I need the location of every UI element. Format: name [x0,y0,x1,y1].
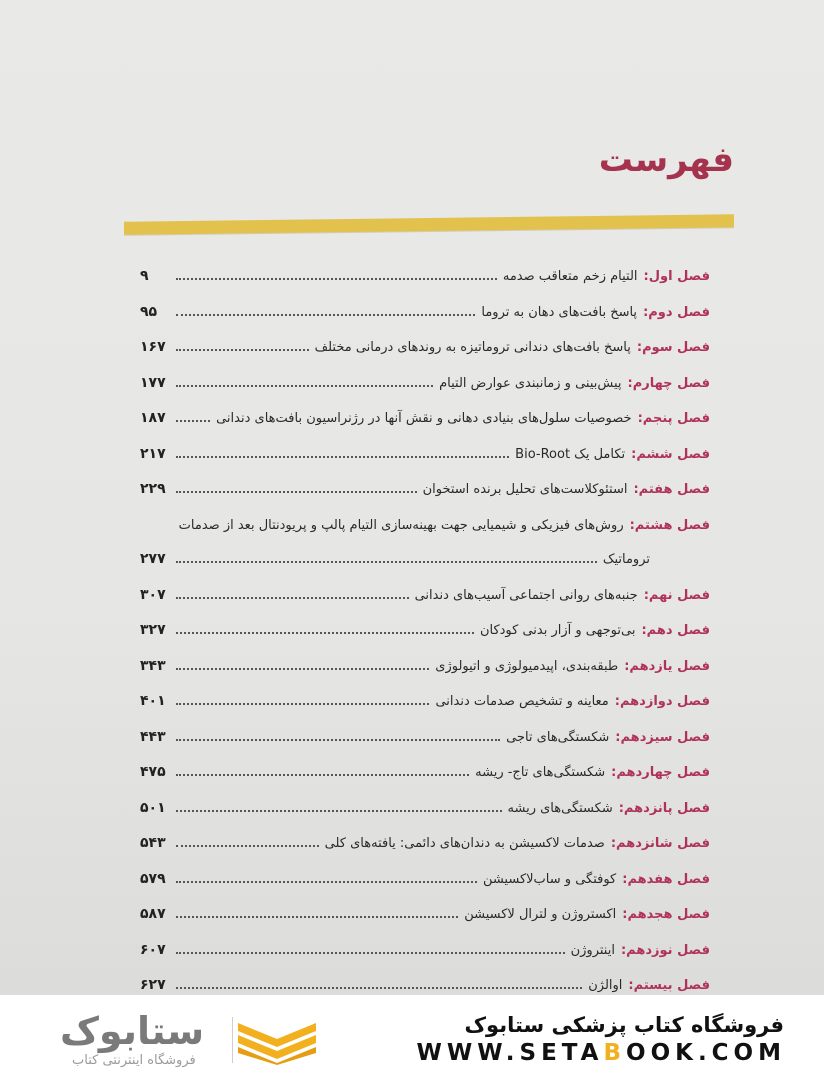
dot-leader [176,668,429,670]
chapter-label: فصل بیستم: [628,978,710,993]
toc-line [140,294,710,320]
toc-entry [140,790,710,826]
dot-leader [176,952,565,954]
chapter-title: استئوکلاست‌های تحلیل برنده استخوان [422,482,628,497]
toc-line [140,719,710,745]
toc-entry [140,258,710,294]
chapter-label: فصل سیزدهم: [615,729,710,745]
dot-leader [176,420,210,422]
store-logo-subtitle: فروشگاه اینترنتی کتاب [72,1053,196,1068]
chapter-label: فصل پانزدهم: [618,800,710,816]
dot-leader [176,916,458,918]
toc-line [140,648,710,674]
toc-entry [140,861,710,897]
page-number: ۱۶۷ [140,339,166,355]
page-number: ۹ [140,268,149,284]
chapter-label: فصل پنجم: [637,411,710,426]
chapter-title: پاسخ بافت‌های دندانی تروماتیزه به روندهای درمانی مختلف [314,340,631,355]
store-title: فروشگاه کتاب پزشکی ستابوک [464,1013,784,1037]
chapter-title: پیش‌بینی و زمانبندی عوارض التیام [439,375,622,391]
chapter-label: فصل هجدهم: [622,907,710,922]
chapter-title: روش‌های فیزیکی و شیمیایی جهت بهینه‌سازی التیام پالپ و پریودنتال بعد از صدمات [178,517,624,533]
toc-entry [140,471,710,507]
page-number: ۳۴۳ [140,657,166,674]
page-title: فهرست [598,140,734,180]
chapter-label: فصل نوزدهم: [620,942,710,958]
chapter-label: فصل شانزدهم: [610,836,710,851]
chapter-title: اینتروژن [570,942,615,958]
chapter-label: فصل اول: [643,269,710,284]
toc-entry [140,294,710,330]
dot-leader [176,349,309,351]
chapter-title: شکستگی‌های تاج- ریشه [475,765,606,780]
url-part-1: WWW.SETA [416,1040,604,1066]
chapter-label: فصل هفتم: [633,482,710,497]
store-logo-wordmark: ستابوک [60,1009,205,1053]
chapter-label: فصل دوازدهم: [614,694,710,709]
chapter-title: شکستگی‌های ریشه [507,800,613,816]
dot-leader [176,456,509,458]
chapter-title: صدمات لاکسیشن به دندان‌های دائمی: یافته‌های کلی [324,836,605,851]
dot-leader [176,703,429,705]
page-number: ۴۰۱ [140,693,166,709]
dot-leader [176,810,502,812]
page-number: ۵۷۹ [140,870,166,887]
store-url[interactable] [417,1040,786,1066]
page-number: ۵۴۳ [140,835,166,851]
store-banner [0,995,824,1080]
chapter-title-continued: تروماتیک [602,551,650,567]
toc-entry [140,329,710,365]
dot-leader [176,739,500,741]
chapter-label: فصل یازدهم: [624,658,710,674]
chapter-title: اکستروژن و لترال لاکسیشن [464,907,617,922]
dot-leader [176,561,597,563]
toc-line [140,896,710,922]
toc-entry [140,683,710,719]
logo-separator [232,1017,233,1063]
dot-leader [176,632,474,634]
toc-line [140,967,710,993]
dot-leader [176,314,475,316]
toc-line [140,790,710,816]
toc-line [140,436,710,462]
dot-leader [176,491,417,493]
page-number: ۱۸۷ [140,410,166,426]
chapter-title: جنبه‌های روانی اجتماعی آسیب‌های دندانی [414,587,638,603]
chapter-label: فصل چهارم: [627,375,710,391]
dot-leader [176,845,319,847]
toc-line [140,754,710,780]
dot-leader [176,987,582,989]
dot-leader [176,278,497,280]
toc-line [140,329,710,355]
chapter-label: فصل هفدهم: [622,871,710,887]
page-number: ۹۵ [140,303,158,320]
dot-leader [176,881,477,883]
page-number: ۳۲۷ [140,622,166,638]
dot-leader [176,597,409,599]
chapter-title: شکستگی‌های تاجی [506,729,610,745]
toc-line [140,471,710,497]
toc-line [140,861,710,887]
toc-line [140,932,710,958]
chapter-label: فصل نهم: [643,587,710,603]
toc-line [140,365,710,391]
toc-entry [140,400,710,436]
toc-line [140,507,710,533]
toc-entry [140,612,710,648]
page-number: ۲۱۷ [140,445,166,462]
chapter-title: طبقه‌بندی، اپیدمیولوژی و اتیولوژی [435,658,619,674]
toc-entry [140,365,710,401]
toc-entry [140,436,710,472]
page-number: ۲۲۹ [140,481,166,497]
page-number: ۴۴۳ [140,728,166,745]
page-number: ۵۸۷ [140,906,166,922]
chapter-title: پاسخ بافت‌های دهان به تروما [481,304,638,320]
chapter-label: فصل سوم: [636,340,710,355]
chapter-title: معاینه و تشخیص صدمات دندانی [435,694,609,709]
toc-line-continuation [140,541,710,567]
toc-entry [140,719,710,755]
title-underline [124,214,734,234]
toc-line [140,258,710,284]
toc-line [140,825,710,851]
url-accent-letter: B [603,1040,627,1066]
chapter-label: فصل دهم: [641,623,710,638]
dot-leader [176,774,469,776]
toc-line [140,612,710,638]
toc-entry [140,967,710,995]
toc-line [140,577,710,603]
page-number: ۱۷۷ [140,374,166,391]
dot-leader [176,385,433,387]
page-number: ۲۷۷ [140,550,166,567]
chapter-label: فصل هشتم: [629,517,710,533]
toc-line [140,400,710,426]
page-number: ۵۰۱ [140,799,166,816]
toc-entry [140,825,710,861]
chapter-label: فصل دوم: [643,304,710,320]
toc-line [140,683,710,709]
page-number: ۳۰۷ [140,586,166,603]
chapter-title: بی‌توجهی و آزار بدنی کودکان [479,623,636,638]
toc-entry [140,507,710,577]
chapter-title: اوالژن [588,978,623,993]
page-number: ۶۲۷ [140,977,166,993]
chapter-title: کوفتگی و ساب‌لاکسیشن [482,871,617,887]
chapter-label: فصل ششم: [631,446,710,462]
toc-entry [140,932,710,968]
page-number: ۶۰۷ [140,941,166,958]
chapter-title: تکامل یک Bio-Root [515,446,626,462]
chapter-title: التیام زخم متعاقب صدمه [502,269,638,284]
book-stack-icon [238,1017,316,1065]
toc-entry [140,648,710,684]
chapter-label: فصل چهاردهم: [611,765,710,780]
toc-entry [140,754,710,790]
url-part-2: OOK.COM [626,1040,786,1066]
toc-entry [140,577,710,613]
toc-entry [140,896,710,932]
page-number: ۴۷۵ [140,764,166,780]
chapter-title: خصوصیات سلول‌های بنیادی دهانی و نقش آنها در رژنراسیون بافت‌های دندانی [216,411,632,426]
table-of-contents [140,258,710,995]
